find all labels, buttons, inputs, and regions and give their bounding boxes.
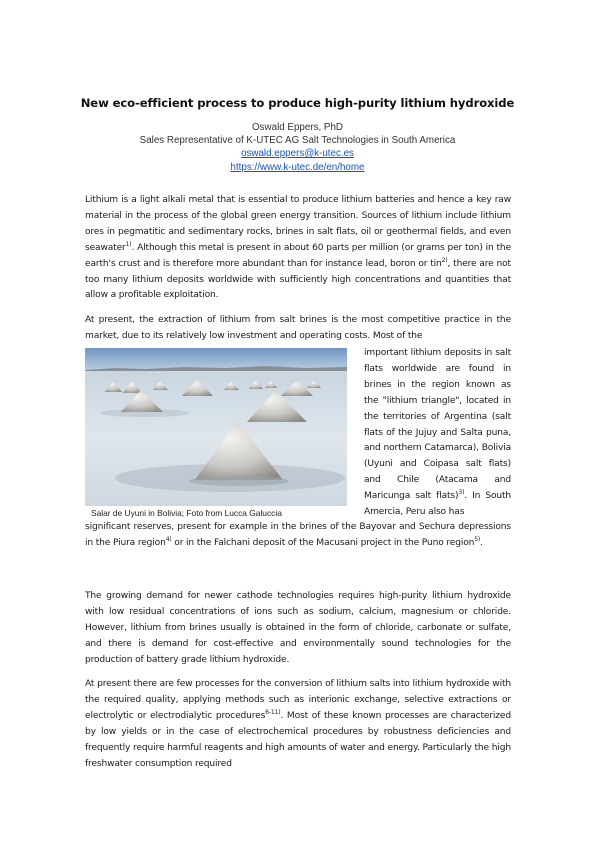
footnote-ref: 3) <box>458 489 465 497</box>
footnote-ref: 1) <box>125 240 132 248</box>
text-span: significant reserves, present for example in the brines of the Bayovar and Sechura depressions in the Piura region <box>85 522 511 548</box>
paragraph-conversion-processes <box>85 677 511 772</box>
text-span: . Most of these known processes are characterized by low yields or in the case of electrochemical procedures by robustness deficiencies and frequently require harmful reagents and high amounts of water and energy. Particularly the high freshwater consumption required <box>85 710 511 769</box>
footnote-ref: 6-11) <box>265 708 281 716</box>
paragraph-extraction-intro <box>85 313 511 345</box>
text-span: or in the Falchani deposit of the Macusani project in the Puno region <box>171 537 475 548</box>
author-role: Sales Representative of K-UTEC AG Salt Technologies in South America <box>139 135 456 147</box>
paragraph-cathode-demand: The growing demand for newer cathode technologies requires high-purity lithium hydroxide with low residual concentrations of ions such as sodium, calcium, magnesium or chloride. However, lithium from brines usually is obtained in the form of chloride, carbonate or sulfate, and there is demand for cost-effective and environmentally sound technologies for the production of battery grade lithium hydroxide. <box>85 591 511 665</box>
website-link[interactable]: https://www.k-utec.de/en/home <box>230 161 365 173</box>
paragraph-lithium-triangle <box>364 346 511 521</box>
text-span: . In South Amercia, Peru also has <box>364 491 511 518</box>
author-name: Oswald Eppers, PhD <box>252 122 343 133</box>
salt-piles-image <box>85 348 347 506</box>
text-span: important lithium deposits in salt flats worldwide are found in brines in the region known as the "lithium triangle", located in the territories of Argentina (salt flats of the Jujuy and Salta puna, and northern Catamarca), Bolivia (Uyuni and Coipasa salt flats) and Chile (Atacama and Maricunga salt flats) <box>364 348 511 502</box>
salt-flat-photo <box>85 348 347 506</box>
text-span: . Although this metal is present in about 60 parts per million (or grams per ton) in the earth's crust and is therefore more abundant than for instance lead, boron or tin <box>85 242 511 269</box>
footnote-ref: 4) <box>165 535 172 543</box>
salt-flat-figure <box>85 348 347 525</box>
paragraph-intro <box>85 193 511 304</box>
text-span: Lithium is a light alkali metal that is essential to produce lithium batteries and hence a key raw material in the process of the global green energy transition. Sources of lithium include lithium ores in pegmatitic and sedimentary rocks, brines in salt flats, oil or geothermal fields, and even seawater <box>85 195 511 253</box>
author-block <box>40 121 555 174</box>
figure-caption: Salar de Uyuni in Bolivia; Foto from Lucca Galuccia <box>91 508 282 518</box>
text-span: , there are not too many lithium deposits worldwide with sufficiently high concentrations and quantities that allow a profitable exploitation. <box>85 258 511 301</box>
author-email-link[interactable]: oswald.eppers@k-utec.es <box>241 148 354 160</box>
text-span: At present there are few processes for the conversion of lithium salts into lithium hydroxide with the required quality, applying methods such as interionic exchange, selective extractions or electrolytic or electrodialytic procedures <box>85 679 511 721</box>
footnote-ref: 5) <box>474 535 481 543</box>
footnote-ref: 2) <box>441 256 448 264</box>
article-title: New eco-efficient process to produce high-purity lithium hydroxide <box>80 96 515 110</box>
text-span: At present, the extraction of lithium from salt brines is the most competitive practice in the market, due to its relatively low investment and operating costs. Most of the <box>85 315 511 341</box>
paragraph-peru-reserves <box>85 520 511 552</box>
text-span: . <box>480 537 483 548</box>
